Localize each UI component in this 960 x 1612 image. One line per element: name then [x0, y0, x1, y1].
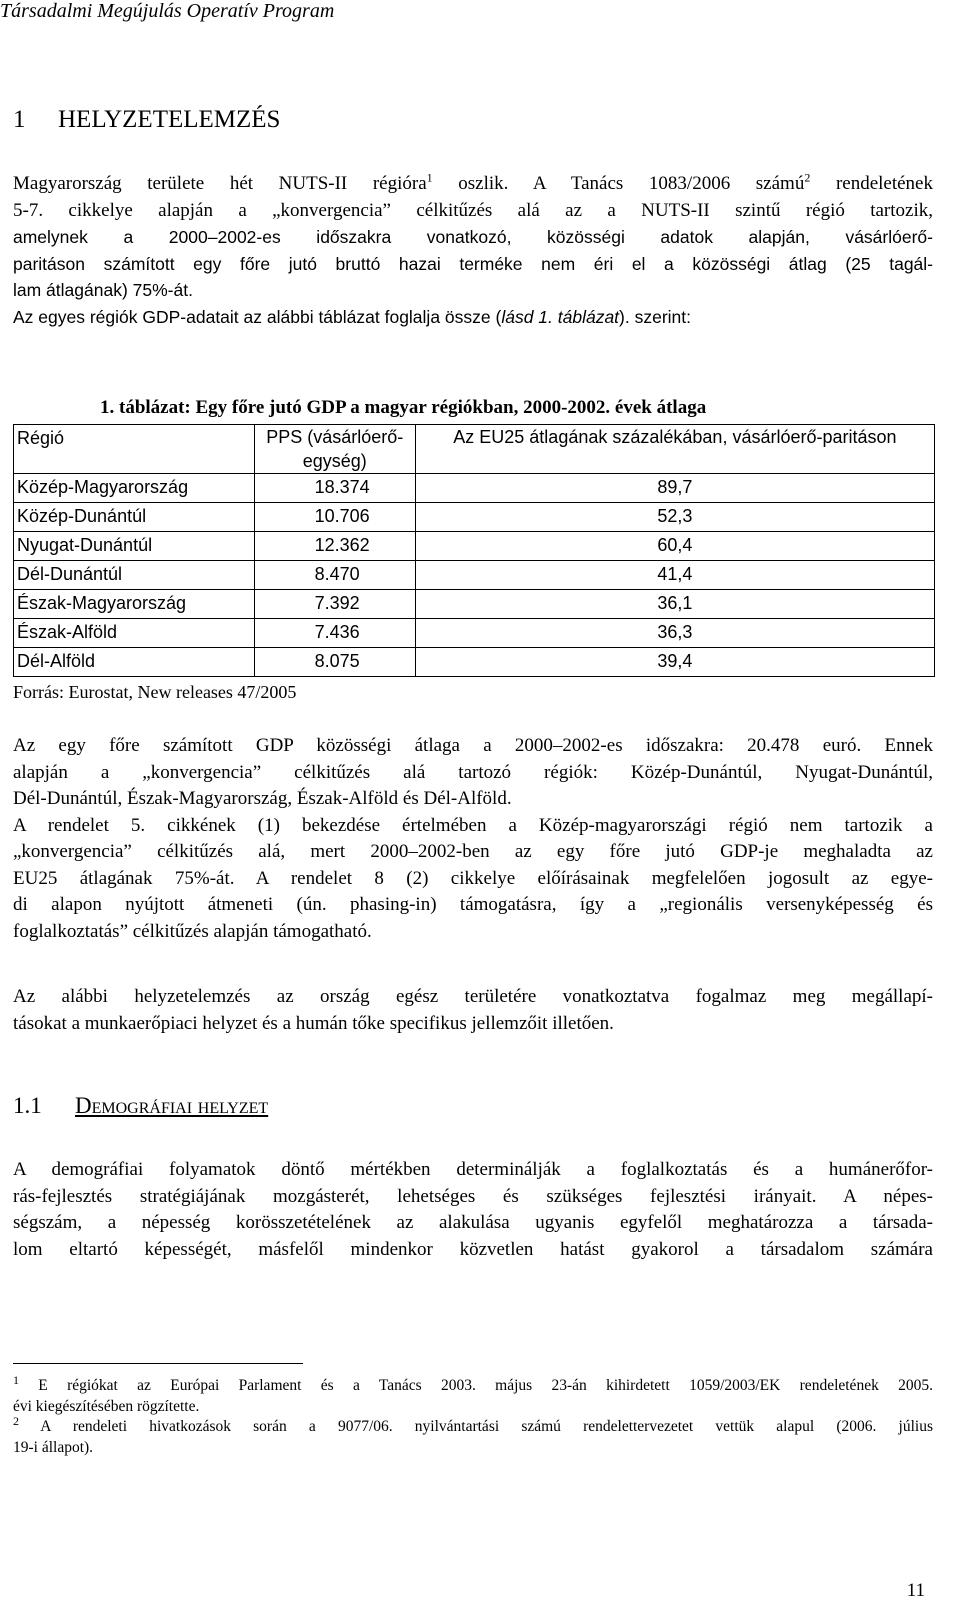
region-cell: Közép-Magyarország: [14, 474, 255, 503]
running-header: Társadalmi Megújulás Operatív Program: [0, 0, 335, 22]
body-line: Az egy főre számított GDP közösségi átlaga a 2000–2002-es időszakra: 20.478 euró. Ennek: [13, 735, 933, 756]
body-line: foglalkoztatás” célkitűzés alapján támogatható.: [13, 920, 372, 942]
table-row: [14, 648, 935, 677]
pps-cell: 7.436: [254, 619, 415, 648]
region-cell: Dél-Dunántúl: [14, 561, 255, 590]
table-caption: 1. táblázat: Egy főre jutó GDP a magyar régiókban, 2000-2002. évek átlaga: [100, 397, 707, 418]
region-cell: Nyugat-Dunántúl: [14, 532, 255, 561]
region-cell: Dél-Alföld: [14, 648, 255, 677]
table-row: [14, 619, 935, 648]
footnote-mark-2: 2: [13, 1413, 19, 1428]
pps-cell: 7.392: [254, 590, 415, 619]
section-title: HELYZETELEMZÉS: [58, 106, 281, 133]
gdp-table: [13, 424, 935, 677]
percent-cell: 52,3: [415, 503, 934, 532]
header-eu25-percent: Az EU25 átlagának százalékában, vásárlóerő-paritáson: [415, 425, 934, 474]
intro-line-6: Az egyes régiók GDP-adatait az alábbi táblázat foglalja össze (lásd 1. táblázat). szerint:: [13, 306, 692, 327]
body-line: ségszám, a népesség korösszetételének az alakulása ugyanis egyfelől meghatározza a társada-: [13, 1212, 933, 1233]
footnote-ref-2[interactable]: 2: [804, 170, 811, 185]
body-line: A demográfiai folyamatok döntő mértékben determinálják a foglalkoztatás és a humánerőfor-: [13, 1159, 933, 1180]
region-cell: Észak-Alföld: [14, 619, 255, 648]
table-header-row: [14, 425, 935, 474]
percent-cell: 39,4: [415, 648, 934, 677]
footnote-mark-1: 1: [13, 1372, 19, 1387]
body-line: rás-fejlesztés stratégiájának mozgásterét, lehetséges és szükséges fejlesztési irányait. A népes-: [13, 1185, 933, 1207]
percent-cell: 36,3: [415, 619, 934, 648]
table-row: [14, 590, 935, 619]
body-line: EU25 átlagának 75%-át. A rendelet 8 (2) cikkelye előírásainak megfelelően jogosult az egye-: [13, 867, 933, 889]
table-row: [14, 474, 935, 503]
body-line: di alapon nyújtott átmeneti (ún. phasing-in) támogatásra, így a „regionális versenyképesség és: [13, 894, 933, 915]
pps-cell: 10.706: [254, 503, 415, 532]
page-number: 11: [906, 1580, 925, 1601]
intro-line-4: paritáson számított egy főre jutó bruttó hazai terméke nem éri el a közösségi átlag (25 tagál-: [13, 253, 933, 274]
table-source: Forrás: Eurostat, New releases 47/2005: [13, 682, 297, 702]
table-row: [14, 503, 935, 532]
body-line: „konvergencia” célkitűzés alá, mert 2000–2002-ben az egy főre jutó GDP-je meghaladta az: [13, 841, 933, 862]
pps-cell: 18.374: [254, 474, 415, 503]
body-line: Dél-Dunántúl, Észak-Magyarország, Észak-Alföld és Dél-Alföld.: [13, 788, 512, 809]
convergence-paragraph: [13, 733, 933, 945]
body-line: tásokat a munkaerőpiaci helyzet és a humán tőke specifikus jellemzőit illetően.: [13, 1012, 614, 1034]
header-pps: PPS (vásárlóerő-egység): [254, 425, 415, 474]
pps-cell: 12.362: [254, 532, 415, 561]
percent-cell: 36,1: [415, 590, 934, 619]
analysis-intro-paragraph: [13, 984, 933, 1037]
body-line: A rendelet 5. cikkének (1) bekezdése értelmében a Közép-magyarországi régió nem tartozik a: [13, 814, 933, 836]
region-cell: Közép-Dunántúl: [14, 503, 255, 532]
table-row: [14, 532, 935, 561]
header-region: Régió: [14, 425, 255, 474]
pps-cell: 8.470: [254, 561, 415, 590]
percent-cell: 60,4: [415, 532, 934, 561]
intro-line-5: lam átlagának) 75%-át.: [13, 280, 193, 300]
table-reference[interactable]: lásd 1. táblázat: [501, 306, 620, 327]
section-number: 1: [13, 106, 26, 133]
intro-line-3: amelynek a 2000–2002-es időszakra vonatkozó, közösségi adatok alapján, vásárlóerő-: [13, 227, 933, 247]
body-line: Az alábbi helyzetelemzés az ország egész területére vonatkoztatva fogalmaz meg megállapí-: [13, 986, 933, 1007]
body-line: alapján a „konvergencia” célkitűzés alá tartozó régiók: Közép-Dunántúl, Nyugat-Dunántúl,: [13, 761, 933, 783]
table-row: [14, 561, 935, 590]
section-heading: [13, 106, 280, 134]
pps-cell: 8.075: [254, 648, 415, 677]
demography-paragraph: [13, 1157, 933, 1263]
subsection-heading: [13, 1093, 268, 1119]
intro-line-1: Magyarország területe hét NUTS-II régióra$^1$ oszlik. A Tanács 1083/2006 számú$^2$ rendeletének: [13, 170, 933, 194]
intro-line-2: 5-7. cikkelye alapján a „konvergencia” célkitűzés alá az a NUTS-II szintű régió tartozik,: [13, 199, 933, 221]
footnote-2: $^2$ A rendeleti hivatkozások során a 9077/06. nyilvántartási számú rendelettervezetet vettük alapul (2006. július 19-i állapot).: [13, 1413, 933, 1456]
footnote-1: $^1$ E régiókat az Európai Parlament és a Tanács 2003. május 23-án kihirdetett 1059/2003/EK rendeletének 2005. évi kiegészítésében rögzítette.: [13, 1372, 933, 1415]
footnote-ref-1[interactable]: 1: [426, 170, 433, 185]
subsection-title: Demográfiai helyzet: [75, 1093, 269, 1118]
intro-paragraph: [13, 171, 933, 330]
region-cell: Észak-Magyarország: [14, 590, 255, 619]
percent-cell: 41,4: [415, 561, 934, 590]
percent-cell: 89,7: [415, 474, 934, 503]
body-line: lom eltartó képességét, másfelől mindenkor közvetlen hatást gyakorol a társadalom számára: [13, 1238, 933, 1260]
footnote-separator: [13, 1363, 303, 1364]
footnotes: [13, 1372, 933, 1458]
subsection-number: 1.1: [13, 1093, 42, 1118]
